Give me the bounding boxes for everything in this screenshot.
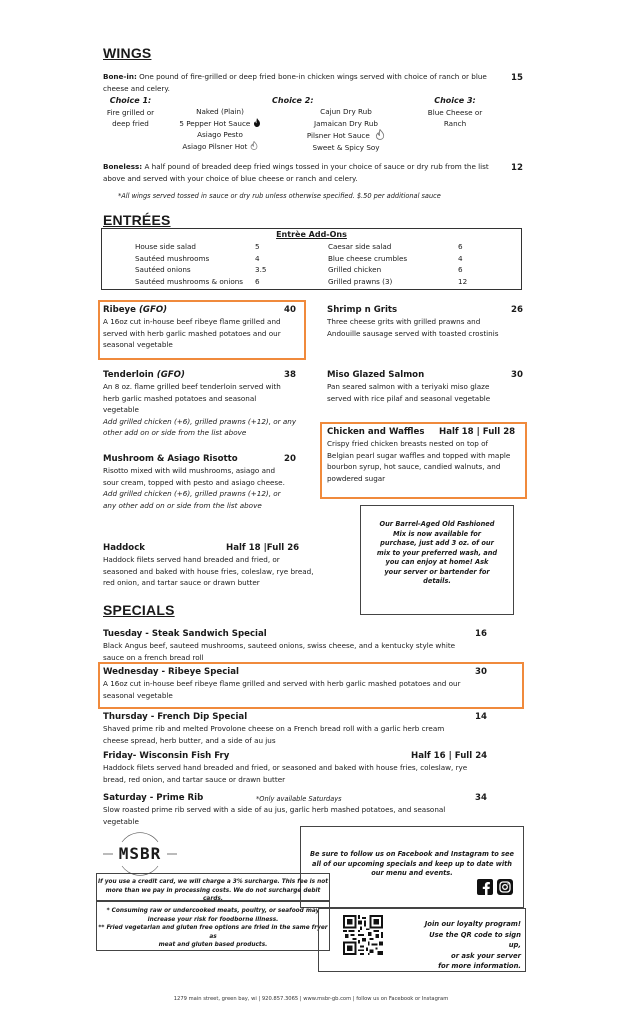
- note-line: all of our upcoming specials and keep up to date with: [312, 859, 512, 868]
- desc-line: A 16oz cut in-house beef ribeye flame grilled and: [103, 317, 281, 326]
- sauce-item: Jamaican Dry Rub: [314, 118, 378, 128]
- note-line: or ask your server: [451, 951, 521, 960]
- addon-name: Grilled prawns (3): [328, 276, 393, 286]
- desc-line: seasoned and baked with house fries, coleslaw, rye bread,: [103, 566, 314, 576]
- choice-2-right: [290, 106, 402, 153]
- ribeye-item: [103, 304, 298, 351]
- desc-line: herb garlic mashed potatoes and seasonal: [103, 393, 257, 403]
- note-line: Use the QR code to sign up,: [429, 930, 521, 949]
- desc-line: cheese spread, herb butter, and a side of au jus: [103, 735, 276, 745]
- addon-price: 4: [458, 253, 463, 263]
- desc-line: An 8 oz. flame grilled beef tenderloin served with: [103, 382, 281, 391]
- saturday-note: *Only available Saturdays: [256, 795, 342, 803]
- salmon-item: [327, 369, 527, 404]
- msbr-logo: [100, 832, 180, 876]
- flame-hot-icon: [253, 118, 261, 127]
- tenderloin-item: [103, 369, 303, 439]
- tenderloin-price: 38: [284, 370, 296, 380]
- wings-heading: WINGS: [103, 45, 152, 61]
- wednesday-special: [103, 666, 503, 701]
- ribeye-desc: [103, 316, 298, 351]
- flame-mild-icon: [250, 141, 258, 150]
- wednesday-name: Wednesday - Ribeye Special: [103, 667, 239, 677]
- saturday-name: Saturday - Prime Rib: [103, 793, 204, 803]
- friday-special: [103, 750, 498, 785]
- risotto-item: [103, 453, 303, 511]
- ribeye-price: 40: [284, 305, 296, 315]
- footer-address: 1279 main street, green bay, wi | 920.857.3065 | www.msbr-gb.com | follow us on Facebook or Instagram: [173, 996, 449, 1002]
- choice-3-title: Choice 3:: [434, 96, 476, 105]
- friday-name: Friday- Wisconsin Fish Fry: [103, 751, 230, 761]
- addons-box: [101, 228, 522, 290]
- note-line: Mix is now available for: [392, 529, 482, 538]
- addon-note: other add on or side from the list above: [103, 428, 247, 437]
- addon-name: Sautéed onions: [135, 265, 191, 274]
- tuesday-name: Tuesday - Steak Sandwich Special: [103, 629, 267, 639]
- sauce-item: Asiago Pilsner Hot: [182, 141, 248, 151]
- choice-1-title: Choice 1:: [109, 96, 152, 105]
- desc-line: bread, red onion, and tartar sauce or drawn butter: [103, 774, 286, 784]
- note-line: purchase, just add 3 oz. of our: [380, 539, 494, 547]
- addon-price: 6: [458, 242, 463, 251]
- boneless-desc-line2: above and served with your choice of blue cheese or ranch and celery.: [103, 173, 358, 183]
- desc-line: Risotto mixed with wild mushrooms, asiago and: [103, 466, 276, 475]
- note-line: Join our loyalty program!: [424, 920, 521, 928]
- addon-name: Blue cheese crumbles: [328, 253, 408, 263]
- ribeye-tag: (GFO): [138, 305, 168, 315]
- social-box: [300, 826, 524, 908]
- friday-price: Half 16 | Full 24: [411, 751, 488, 761]
- surcharge-box: [96, 873, 330, 901]
- note-line: more than we pay in processing costs. We do not surcharge debit cards.: [105, 887, 321, 902]
- desc-line: vegetable: [103, 816, 139, 826]
- desc-line: Three cheese grits with grilled prawns and: [327, 317, 481, 326]
- qr-code-icon[interactable]: [343, 915, 383, 955]
- sauce-item: Asiago Pesto: [197, 130, 243, 139]
- addon-name: House side salad: [135, 242, 196, 251]
- addons-right-list: [328, 241, 488, 287]
- addons-left-list: [135, 241, 275, 287]
- note-line: meat and gluten based products.: [158, 942, 268, 949]
- old-fashioned-text: [361, 506, 513, 587]
- bonein-label: Bone-in:: [103, 72, 137, 81]
- tenderloin-tag: (GFO): [156, 370, 185, 380]
- thursday-special: [103, 711, 498, 746]
- haddock-name: Haddock: [103, 543, 146, 553]
- choice-1: [103, 95, 158, 130]
- desc-line: Haddock filets served hand breaded and fried, or seasoned and baked with house fries, coleslaw, rye: [103, 763, 468, 772]
- note-line: Our Barrel-Aged Old Fashioned: [379, 520, 495, 528]
- desc-line: Belgian pearl sugar waffles and topped with maple: [327, 450, 511, 460]
- bonein-price: 15: [511, 73, 523, 83]
- specials-heading: SPECIALS: [103, 602, 175, 618]
- boneless-desc-line1: A half pound of breaded deep fried wings tossed in your choice of sauce or dry rub from the list: [142, 162, 489, 171]
- note-line: ** Fried vegetarian and gluten free options are fried in the same fryer as: [98, 925, 328, 940]
- sauce-item: Cajun Dry Rub: [320, 107, 372, 116]
- note-line: you can enjoy at home! Ask: [385, 558, 489, 566]
- sauce-item: Sweet & Spicy Soy: [312, 142, 380, 152]
- addon-price: 12: [458, 276, 468, 286]
- addon-price: 4: [255, 253, 260, 263]
- logo-text: MSBR: [118, 844, 162, 863]
- tuesday-price: 16: [475, 629, 487, 639]
- wings-note: *All wings served tossed in sauce or dry rub unless otherwise specified. $.50 per additional sauce: [118, 192, 441, 200]
- desc-line: Pan seared salmon with a teriyaki miso glaze: [327, 382, 490, 391]
- thursday-price: 14: [475, 712, 487, 722]
- chicken-name: Chicken and Waffles: [327, 427, 425, 437]
- addon-price: 3.5: [255, 265, 267, 274]
- surcharge-text: [97, 874, 329, 904]
- desc-line: Slow roasted prime rib served with a side of au jus, garlic herb mashed potatoes, and seasonal: [103, 805, 446, 814]
- note-line: mix to your preferred wash, and: [376, 548, 498, 557]
- bonein-desc-line1: One pound of fire-grilled or deep fried bone-in chicken wings served with choice of ranch or blue: [136, 72, 487, 81]
- ribeye-name: Ribeye: [103, 305, 139, 315]
- chicken-item: [327, 426, 523, 484]
- desc-line: Haddock filets served hand breaded and fried, or: [103, 555, 280, 564]
- addon-note: Add grilled chicken (+6), grilled prawns (+12), or any: [103, 416, 297, 426]
- note-line: If you use a credit card, we will charge a 3% surcharge. This fee is not: [98, 879, 328, 885]
- wednesday-price: 30: [475, 667, 487, 677]
- desc-line: Shaved prime rib and melted Provolone cheese on a French bread roll with a garlic herb cream: [103, 724, 445, 733]
- sauce-item: Naked (Plain): [196, 107, 244, 116]
- desc-line: Black Angus beef, sauteed mushrooms, sauteed onions, swiss cheese, and a kentucky style white: [103, 641, 456, 650]
- saturday-price: 34: [475, 793, 487, 803]
- desc-line: bourbon syrup, hot sauce, candied walnuts, and: [327, 462, 501, 471]
- chicken-price: Half 18 | Full 28: [439, 427, 516, 437]
- choice-3-item: Blue Cheese or: [427, 107, 483, 117]
- sauce-item: Pilsner Hot Sauce: [306, 131, 370, 140]
- risotto-name: Mushroom & Asiago Risotto: [103, 454, 238, 464]
- sauce-item: 5 Pepper Hot Sauce: [179, 118, 251, 128]
- haddock-item: [103, 542, 343, 589]
- addon-price: 6: [458, 265, 463, 274]
- addon-note: Add grilled chicken (+6), grilled prawns (+12), or: [103, 489, 281, 498]
- boneless-price: 12: [511, 163, 523, 173]
- salmon-name: Miso Glazed Salmon: [327, 370, 425, 380]
- note-line: increase your risk for foodborne illness.: [147, 916, 279, 923]
- choice-1-item: Fire grilled or: [106, 107, 155, 117]
- choice-3-item: Ranch: [443, 119, 467, 128]
- desc-line: Andouille sausage served with toasted crostinis: [327, 328, 499, 338]
- bonein-desc-line2: cheese and celery.: [103, 83, 170, 93]
- boneless-label: Boneless:: [103, 162, 143, 171]
- desc-line: powdered sugar: [327, 473, 386, 483]
- bonein-description: [103, 71, 498, 94]
- desc-line: served with rice pilaf and seasonal vegetable: [327, 393, 491, 403]
- choice-2-title: Choice 2:: [272, 96, 314, 105]
- boneless-description: [103, 161, 498, 184]
- haddock-price: Half 18 |Full 26: [226, 543, 300, 553]
- note-line: details.: [423, 577, 451, 585]
- desc-line: Crispy fried chicken breasts nested on top of: [327, 439, 489, 448]
- addon-price: 6: [255, 276, 260, 286]
- desc-line: seasonal vegetable: [103, 690, 173, 700]
- note-line: * Consuming raw or undercooked meats, poultry, or seafood may: [106, 908, 320, 914]
- choice-2-left: [168, 106, 272, 152]
- addon-name: Caesar side salad: [328, 242, 392, 251]
- desc-line: seasonal vegetable: [103, 340, 173, 349]
- allergy-box: [96, 901, 330, 951]
- tuesday-special: [103, 628, 498, 663]
- instagram-icon[interactable]: [497, 879, 513, 895]
- tenderloin-name: Tenderloin: [103, 370, 157, 380]
- loyalty-text: [417, 919, 521, 972]
- desc-line: red onion, and tartar sauce or drawn butter: [103, 578, 260, 587]
- flame-mild-icon: [375, 129, 385, 140]
- allergy-text: [97, 902, 329, 950]
- addons-title: Entrèe Add-Ons: [276, 230, 347, 239]
- risotto-price: 20: [284, 454, 296, 464]
- entrees-heading: ENTRÉES: [103, 212, 171, 228]
- note-line: for more information.: [438, 962, 521, 970]
- addon-name: Sautéed mushrooms: [135, 253, 210, 263]
- addon-name: Sautéed mushrooms & onions: [135, 276, 244, 286]
- desc-line: vegetable: [103, 405, 139, 414]
- desc-line: A 16oz cut in-house beef ribeye flame grilled and served with herb garlic mashed potatoes and our: [103, 679, 461, 688]
- note-line: our menu and events.: [371, 869, 453, 877]
- shrimp-item: [327, 304, 527, 339]
- desc-line: sauce on a french bread roll: [103, 652, 204, 662]
- shrimp-name: Shrimp n Grits: [327, 305, 398, 315]
- loyalty-box: [318, 908, 526, 972]
- shrimp-price: 26: [511, 305, 523, 315]
- addon-note: any other add on or side from the list above: [103, 500, 262, 510]
- desc-line: served with herb garlic mashed potatoes and our: [103, 328, 281, 338]
- choice-1-item: deep fried: [112, 119, 149, 128]
- addon-price: 5: [255, 242, 260, 251]
- facebook-icon[interactable]: [477, 879, 493, 895]
- thursday-name: Thursday - French Dip Special: [103, 712, 248, 722]
- choice-3: [420, 95, 490, 130]
- salmon-price: 30: [511, 370, 523, 380]
- desc-line: sour cream, topped with pesto and asiago cheese.: [103, 477, 285, 487]
- note-line: Be sure to follow us on Facebook and Instagram to see: [310, 850, 514, 858]
- addon-name: Grilled chicken: [328, 265, 382, 274]
- social-text: [301, 827, 523, 879]
- old-fashioned-box: [360, 505, 514, 615]
- note-line: your server or bartender for: [384, 567, 490, 576]
- saturday-special: [103, 792, 498, 827]
